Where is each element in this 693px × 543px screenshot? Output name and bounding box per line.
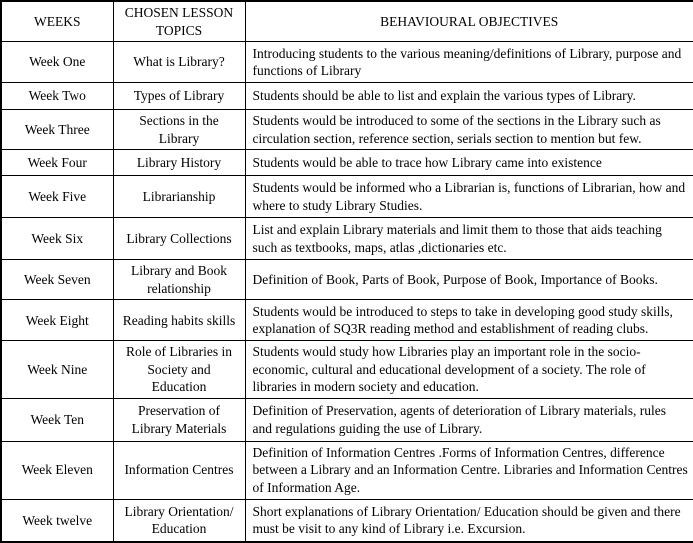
table-row <box>1 218 693 260</box>
topic-cell: Role of Libraries in Society and Education <box>113 341 245 399</box>
header-row <box>1 1 693 42</box>
table-row <box>1 341 693 399</box>
table-row <box>1 300 693 341</box>
objective-cell: List and explain Library materials and limit them to those that aids teaching such as textbooks, maps, atlas ,dictionaries etc. <box>245 218 693 260</box>
week-cell: Week Eight <box>1 300 113 341</box>
week-cell: Week Nine <box>1 341 113 399</box>
table-row <box>1 176 693 218</box>
topic-cell: Types of Library <box>113 83 245 110</box>
objective-cell: Students would be informed who a Librarian is, functions of Librarian, how and where to study Library Studies. <box>245 176 693 218</box>
header-topics: CHOSEN LESSON TOPICS <box>113 1 245 42</box>
topic-cell: Preservation of Library Materials <box>113 398 245 441</box>
week-cell: Week Six <box>1 218 113 260</box>
week-cell: Week One <box>1 42 113 83</box>
objective-cell: Introducing students to the various meaning/definitions of Library, purpose and functions of Library <box>245 42 693 83</box>
objective-cell: Short explanations of Library Orientation/ Education should be given and there must be visit to any kind of Library i.e. Excursion. <box>245 499 693 542</box>
objective-cell: Students would be introduced to some of the sections in the Library such as circulation section, reference section, serials section to mention but few. <box>245 110 693 150</box>
topic-cell: Reading habits skills <box>113 300 245 341</box>
topic-cell: What is Library? <box>113 42 245 83</box>
objective-cell: Definition of Information Centres .Forms of Information Centres, difference between a Library and an Information Centre. Libraries and Information Centres of Information Age. <box>245 441 693 499</box>
table-row <box>1 83 693 110</box>
week-cell: Week Three <box>1 110 113 150</box>
table-row <box>1 150 693 176</box>
objective-cell: Definition of Preservation, agents of deterioration of Library materials, rules and regulations guiding the use of Library. <box>245 398 693 441</box>
topic-cell: Sections in the Library <box>113 110 245 150</box>
topic-cell: Librarianship <box>113 176 245 218</box>
week-cell: Week Two <box>1 83 113 110</box>
objective-cell: Students would be able to trace how Library came into existence <box>245 150 693 176</box>
topic-cell: Library and Book relationship <box>113 260 245 300</box>
header-weeks: WEEKS <box>1 1 113 42</box>
week-cell: Week Eleven <box>1 441 113 499</box>
week-cell: Week Ten <box>1 398 113 441</box>
objective-cell: Students would study how Libraries play an important role in the socio-economic, cultural and educational development of a society. The role of libraries in modern society and education. <box>245 341 693 399</box>
topic-cell: Information Centres <box>113 441 245 499</box>
table-row <box>1 260 693 300</box>
week-cell: Week Four <box>1 150 113 176</box>
objective-cell: Students would be introduced to steps to take in developing good study skills, explanation of SQ3R reading method and establishment of reading clubs. <box>245 300 693 341</box>
week-cell: Week Seven <box>1 260 113 300</box>
objective-cell: Definition of Book, Parts of Book, Purpose of Book, Importance of Books. <box>245 260 693 300</box>
objective-cell: Students should be able to list and explain the various types of Library. <box>245 83 693 110</box>
table-row <box>1 110 693 150</box>
table-row <box>1 42 693 83</box>
topic-cell: Library Orientation/ Education <box>113 499 245 542</box>
week-cell: Week twelve <box>1 499 113 542</box>
header-objectives: BEHAVIOURAL OBJECTIVES <box>245 1 693 42</box>
table-row <box>1 441 693 499</box>
table-row <box>1 398 693 441</box>
topic-cell: Library History <box>113 150 245 176</box>
week-cell: Week Five <box>1 176 113 218</box>
topic-cell: Library Collections <box>113 218 245 260</box>
